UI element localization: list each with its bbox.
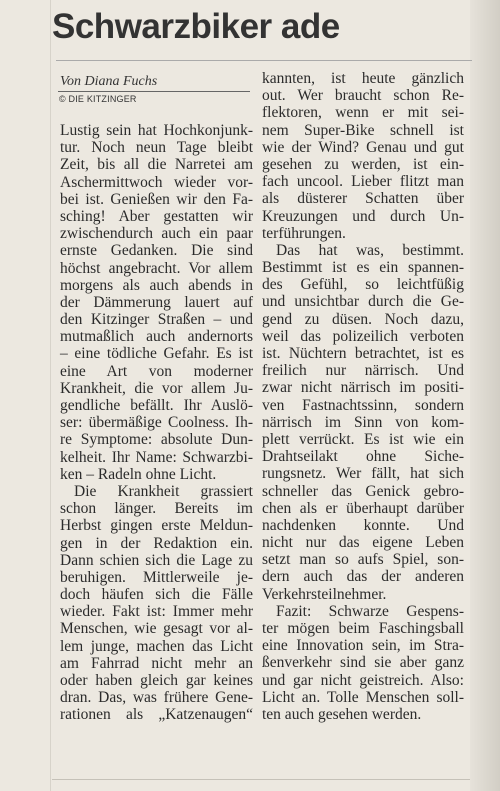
text-line: gen in der Redaktion ein.: [60, 534, 253, 552]
text-line: nem Super-Bike schnell ist: [262, 121, 464, 139]
text-line: plett verrückt. Es ist wie ein: [262, 430, 464, 448]
text-line: rungsnetz. Wer fällt, hat sich: [262, 465, 464, 483]
text-line: tur. Noch neun Tage bleibt: [60, 139, 253, 157]
text-line: terführungen.: [262, 224, 346, 242]
text-line: Das hat was, bestimmt.: [276, 241, 464, 259]
text-line: höchst angebracht. Vor allem: [60, 259, 253, 277]
text-line: gendliche befällt. Ihr Auslö-: [60, 397, 253, 414]
text-line: Aschermittwoch wieder vor-: [60, 173, 253, 191]
text-line: dran. Das, was frühere Gene-: [60, 689, 253, 707]
text-line: mutmaßlich auch andernorts: [60, 328, 253, 346]
text-line: närrisch im Sinn von kom-: [262, 413, 464, 431]
text-line: out. Wer braucht schon Re-: [262, 87, 464, 105]
text-line: wie der Wind? Genau und gut: [262, 138, 464, 156]
text-line: flektoren, wenn er mit sei-: [262, 104, 464, 122]
text-line: oder haben gleich gar keines: [60, 672, 253, 689]
article-column-2: [262, 70, 464, 723]
text-line: Die Krankheit grassiert: [74, 482, 253, 500]
text-line: Dann schien sich die Lage zu: [60, 551, 253, 569]
text-line: den Kitzinger Straßen – und: [60, 311, 253, 329]
text-line: ernste Gedanken. Die sind: [60, 242, 253, 260]
text-line: nicht nur das eigene Leben: [262, 534, 464, 552]
text-line: als düsterer Schatten über: [262, 190, 464, 208]
text-line: schneller das Genick gebro-: [262, 482, 464, 500]
text-line: ken – Radeln ohne Licht.: [60, 465, 217, 483]
text-line: bei ist. Genießen wir den Fa-: [60, 190, 253, 208]
text-line: schon länger. Bereits im: [60, 500, 253, 518]
page-edge-shadow: [470, 0, 500, 791]
text-line: nachdenken konnte. Und: [262, 516, 464, 534]
text-line: lem junge, machen das Licht: [60, 637, 253, 655]
text-line: fach uncool. Lieber flitzt man: [262, 173, 464, 191]
text-line: kannten, ist heute gänzlich: [262, 70, 464, 87]
text-line: des Gefühl, so leichtfüßig: [262, 276, 464, 294]
text-line: Licht an. Tolle Menschen soll-: [262, 688, 464, 706]
text-line: kelheit. Ihr Name: Schwarzbi-: [60, 448, 253, 466]
text-line: am Fahrrad nicht mehr an: [60, 654, 253, 672]
text-line: Zeit, bis all die Narretei am: [60, 156, 253, 174]
text-line: Herbst gingen erste Meldun-: [60, 517, 253, 535]
column-divider: [50, 0, 51, 791]
text-line: setzt man so aufs Spiel, son-: [262, 551, 464, 569]
text-line: freilich nur närrisch. Und: [262, 362, 464, 380]
text-line: gesehen zu werden, ist ein-: [262, 155, 464, 173]
text-line: weil das polizeilich verboten: [262, 327, 464, 345]
text-line: Fazit: Schwarze Gespens-: [276, 602, 464, 620]
text-line: wieder. Fakt ist: Immer mehr: [60, 603, 253, 621]
text-line: zwar nicht närrisch im positi-: [262, 379, 464, 397]
text-line: ven Fastnachtssinn, sondern: [262, 396, 464, 414]
text-line: ist. Nüchtern betrachtet, ist es: [262, 345, 464, 362]
text-line: Menschen, wie gesagt vor al-: [60, 620, 253, 638]
text-line: Kreuzungen und durch Un-: [262, 207, 464, 225]
text-line: Bestimmt ist es ein spannen-: [262, 259, 464, 277]
text-line: und unsichtbar durch die Ge-: [262, 293, 464, 311]
copyright-credit: © DIE KITZINGER: [59, 94, 137, 104]
text-line: Lustig sein hat Hochkonjunk-: [60, 122, 253, 139]
text-line: der Dämmerung lauert auf: [60, 293, 253, 311]
text-line: und gar nicht geistreich. Also:: [262, 671, 464, 689]
article-column-1: [60, 122, 253, 724]
text-line: re Symptome: absolute Dun-: [60, 431, 253, 449]
headline-rule: [56, 60, 472, 61]
text-line: gend zu düsen. Noch dazu,: [262, 310, 464, 328]
text-line: sching! Aber gestatten wir: [60, 207, 253, 225]
text-line: doch häufen sich die Fälle: [60, 586, 253, 604]
text-line: Verkehrsteilnehmer.: [262, 585, 387, 603]
text-line: – eine tödliche Gefahr. Es ist: [60, 345, 253, 363]
text-line: chen als er überhaupt darüber: [262, 499, 464, 517]
text-line: zwischendurch auch ein paar: [60, 225, 253, 243]
text-line: Drahtseilakt ohne Siche-: [262, 448, 464, 466]
byline-rule: [58, 91, 250, 92]
text-line: ten auch gesehen werden.: [262, 705, 422, 723]
text-line: Krankheit, die vor allem Ju-: [60, 379, 253, 397]
text-line: dern auch das der anderen: [262, 568, 464, 586]
text-line: beruhigen. Mittlerweile je-: [60, 568, 253, 586]
text-line: morgens als auch abends in: [60, 276, 253, 294]
text-line: ter mögen beim Faschingsball: [262, 620, 464, 637]
bottom-rule: [52, 779, 470, 780]
text-line: ßenverkehr sind sie aber ganz: [262, 654, 464, 672]
author-byline: Von Diana Fuchs: [60, 74, 158, 89]
text-line: rationen als „Katzenaugen“: [60, 706, 253, 724]
text-line: eine Art von moderner: [60, 362, 253, 380]
headline: Schwarzbiker ade: [52, 7, 340, 46]
text-line: ser: übermäßige Coolness. Ih-: [60, 414, 253, 432]
text-line: eine Innovation sein, im Stra-: [262, 637, 464, 655]
